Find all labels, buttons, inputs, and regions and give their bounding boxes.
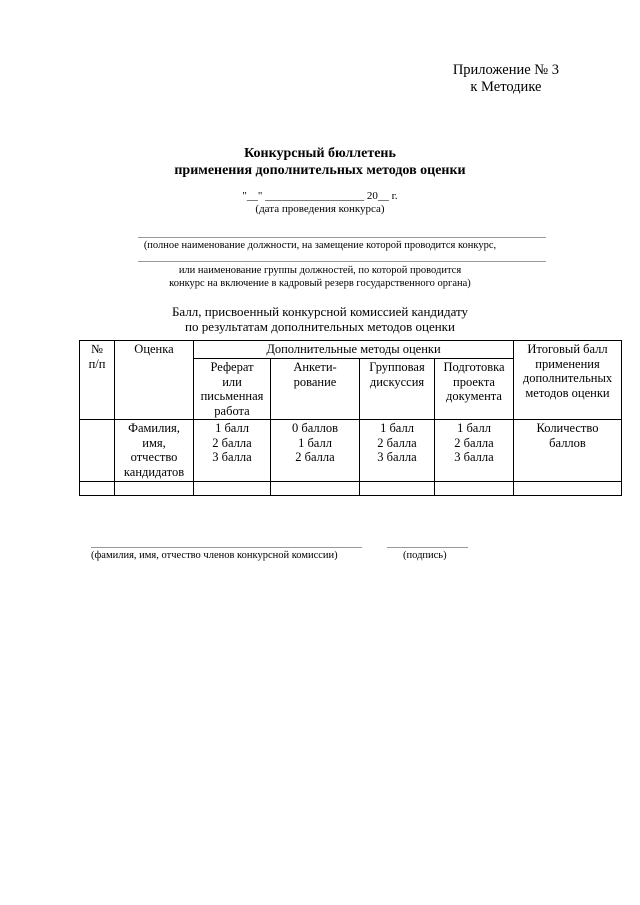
title-line-1: Конкурсный бюллетень <box>244 146 396 161</box>
header-method-essay: Реферат или письменная работа <box>194 359 271 420</box>
title-line-2: применения дополнительных методов оценки <box>174 163 466 178</box>
empty-cell <box>194 482 271 496</box>
signature-line <box>387 547 468 548</box>
commission-name-line <box>91 547 362 548</box>
empty-cell <box>514 482 622 496</box>
position-caption-2: или наименование группы должностей, по которой проводится <box>178 265 462 276</box>
empty-cell <box>435 482 514 496</box>
score-heading <box>0 304 640 334</box>
table-row <box>80 420 622 482</box>
cell-scores-essay: 1 балл 2 балла 3 балла <box>194 420 271 482</box>
header-additional-methods: Дополнительные методы оценки <box>194 341 514 359</box>
date-field: "__" __________________ 20__ г. <box>242 190 398 202</box>
table-row <box>80 482 622 496</box>
date-caption: (дата проведения конкурса) <box>255 203 385 215</box>
empty-cell <box>115 482 194 496</box>
cell-scores-questionnaire: 0 баллов 1 балл 2 балла <box>271 420 360 482</box>
score-heading-line-1: Балл, присвоенный конкурсной комиссией кандидату <box>171 304 469 319</box>
header-assessment: Оценка <box>115 341 194 420</box>
cell-scores-document: 1 балл 2 балла 3 балла <box>435 420 514 482</box>
header-total-score: Итоговый балл применения дополнительных методов оценки <box>514 341 622 420</box>
header-method-document: Подготовка проекта документа <box>435 359 514 420</box>
cell-total-count: Количество баллов <box>514 420 622 482</box>
header-number: № п/п <box>80 341 115 420</box>
commission-name-caption: (фамилия, имя, отчество членов конкурсной комиссии) <box>91 550 338 561</box>
header-method-discussion: Групповая дискуссия <box>360 359 435 420</box>
position-caption-3: конкурс на включение в кадровый резерв государственного органа) <box>169 278 471 289</box>
position-caption-1: (полное наименование должности, на замещение которой проводится конкурс, <box>143 240 497 251</box>
appendix-number: Приложение № 3 <box>452 62 559 78</box>
appendix-methodology: к Методике <box>470 79 542 95</box>
document-title <box>0 145 640 179</box>
cell-scores-discussion: 1 балл 2 балла 3 балла <box>360 420 435 482</box>
cell-empty-number <box>80 420 115 482</box>
position-name-line-1 <box>138 237 546 238</box>
empty-cell <box>271 482 360 496</box>
position-name-line-2 <box>138 261 546 262</box>
bulletin-table <box>79 340 622 496</box>
empty-cell <box>360 482 435 496</box>
signature-caption: (подпись) <box>403 550 447 561</box>
empty-cell <box>80 482 115 496</box>
cell-candidate-label: Фамилия, имя, отчество кандидатов <box>115 420 194 482</box>
appendix-reference <box>453 62 559 96</box>
header-method-questionnaire: Анкети- рование <box>271 359 360 420</box>
score-heading-line-2: по результатам дополнительных методов оценки <box>185 319 455 334</box>
